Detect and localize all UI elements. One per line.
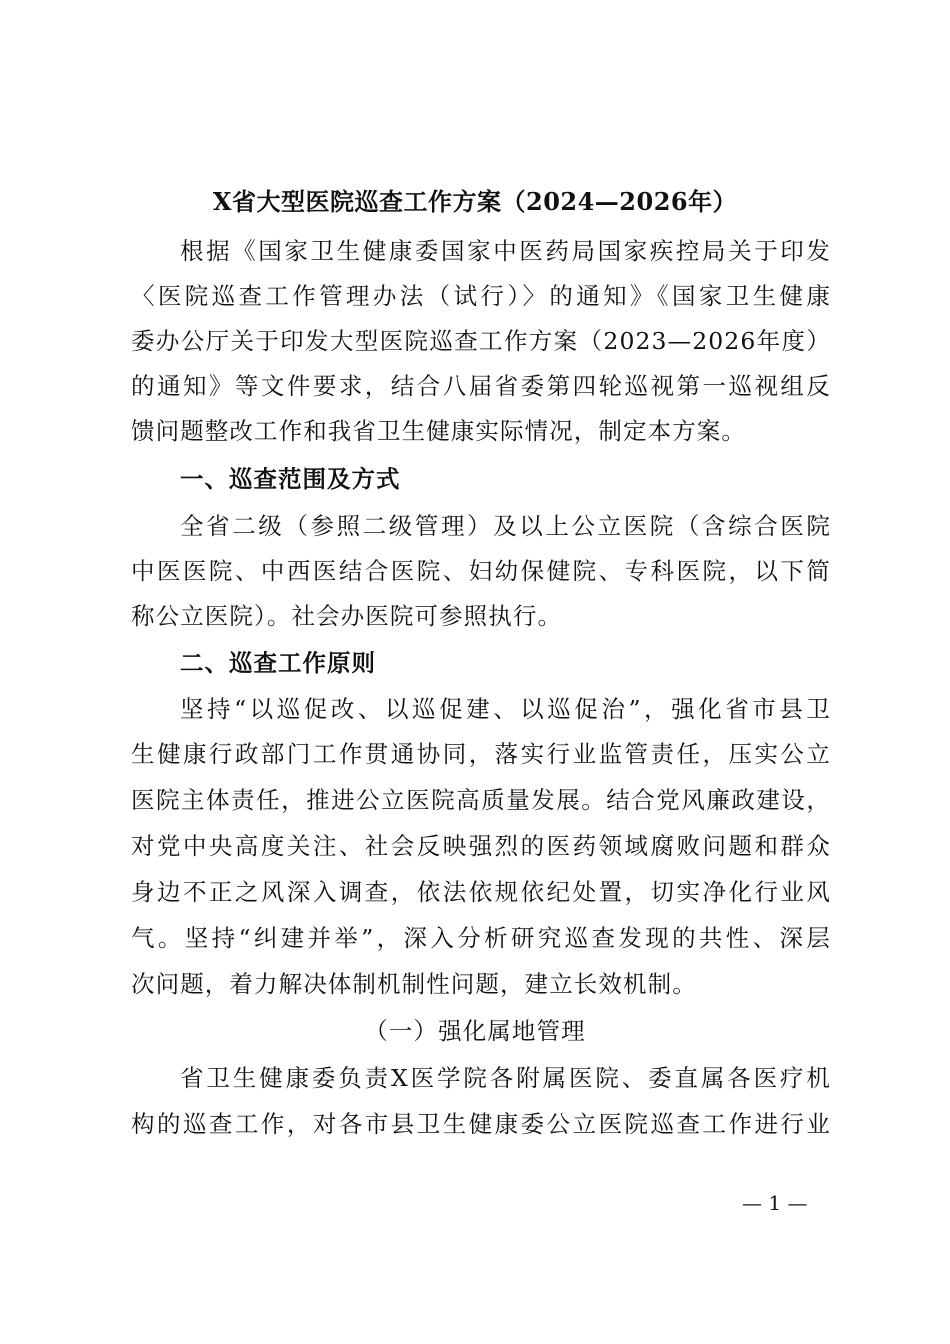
intro-line-4: 的通知》等文件要求，结合八届省委第四轮巡视第一巡视组反 [131, 372, 831, 400]
section-2-line-4: 对党中央高度关注、社会反映强烈的医药领域腐败问题和群众 [131, 832, 831, 860]
subsection-1-line-1: 省卫生健康委负责X医学院各附属医院、委直属各医疗机 [180, 1064, 831, 1092]
section-2-line-1: 坚持“以巡促改、以巡促建、以巡促治”，强化省市县卫 [180, 695, 831, 723]
section-2-line-3: 医院主体责任，推进公立医院高质量发展。结合党风廉政建设， [131, 786, 831, 814]
subsection-1-heading: （一）强化属地管理 [364, 1017, 586, 1045]
intro-line-3: 委办公厅关于印发大型医院巡查工作方案（2023—2026年度） [131, 327, 831, 355]
section-1-line-2: 中医医院、中西医结合医院、妇幼保健院、专科医院，以下简 [131, 557, 831, 585]
section-1-line-1: 全省二级（参照二级管理）及以上公立医院（含综合医院 [180, 512, 831, 540]
section-2-line-5: 身边不正之风深入调查，依法依规依纪处置，切实净化行业风 [131, 878, 831, 906]
section-2-heading: 二、巡查工作原则 [180, 649, 376, 677]
intro-line-5: 馈问题整改工作和我省卫生健康实际情况，制定本方案。 [131, 417, 746, 445]
document-title: X省大型医院巡查工作方案（2024—2026年） [212, 187, 738, 216]
page-number: — 1 — [742, 1191, 808, 1215]
intro-line-2: 〈医院巡查工作管理办法（试行）〉的通知》《国家卫生健康 [131, 282, 831, 310]
subsection-1-line-2: 构的巡查工作，对各市县卫生健康委公立医院巡查工作进行业 [131, 1110, 831, 1138]
section-2-line-6: 气。坚持“纠建并举”，深入分析研究巡查发现的共性、深层 [131, 924, 831, 952]
intro-line-1: 根据《国家卫生健康委国家中医药局国家疾控局关于印发 [180, 237, 831, 265]
section-1-line-3: 称公立医院）。社会办医院可参照执行。 [131, 602, 563, 630]
section-1-heading: 一、巡查范围及方式 [180, 465, 401, 493]
section-2-line-2: 生健康行政部门工作贯通协同，落实行业监管责任，压实公立 [131, 740, 831, 768]
section-2-line-7: 次问题，着力解决体制机制性问题，建立长效机制。 [131, 970, 697, 998]
